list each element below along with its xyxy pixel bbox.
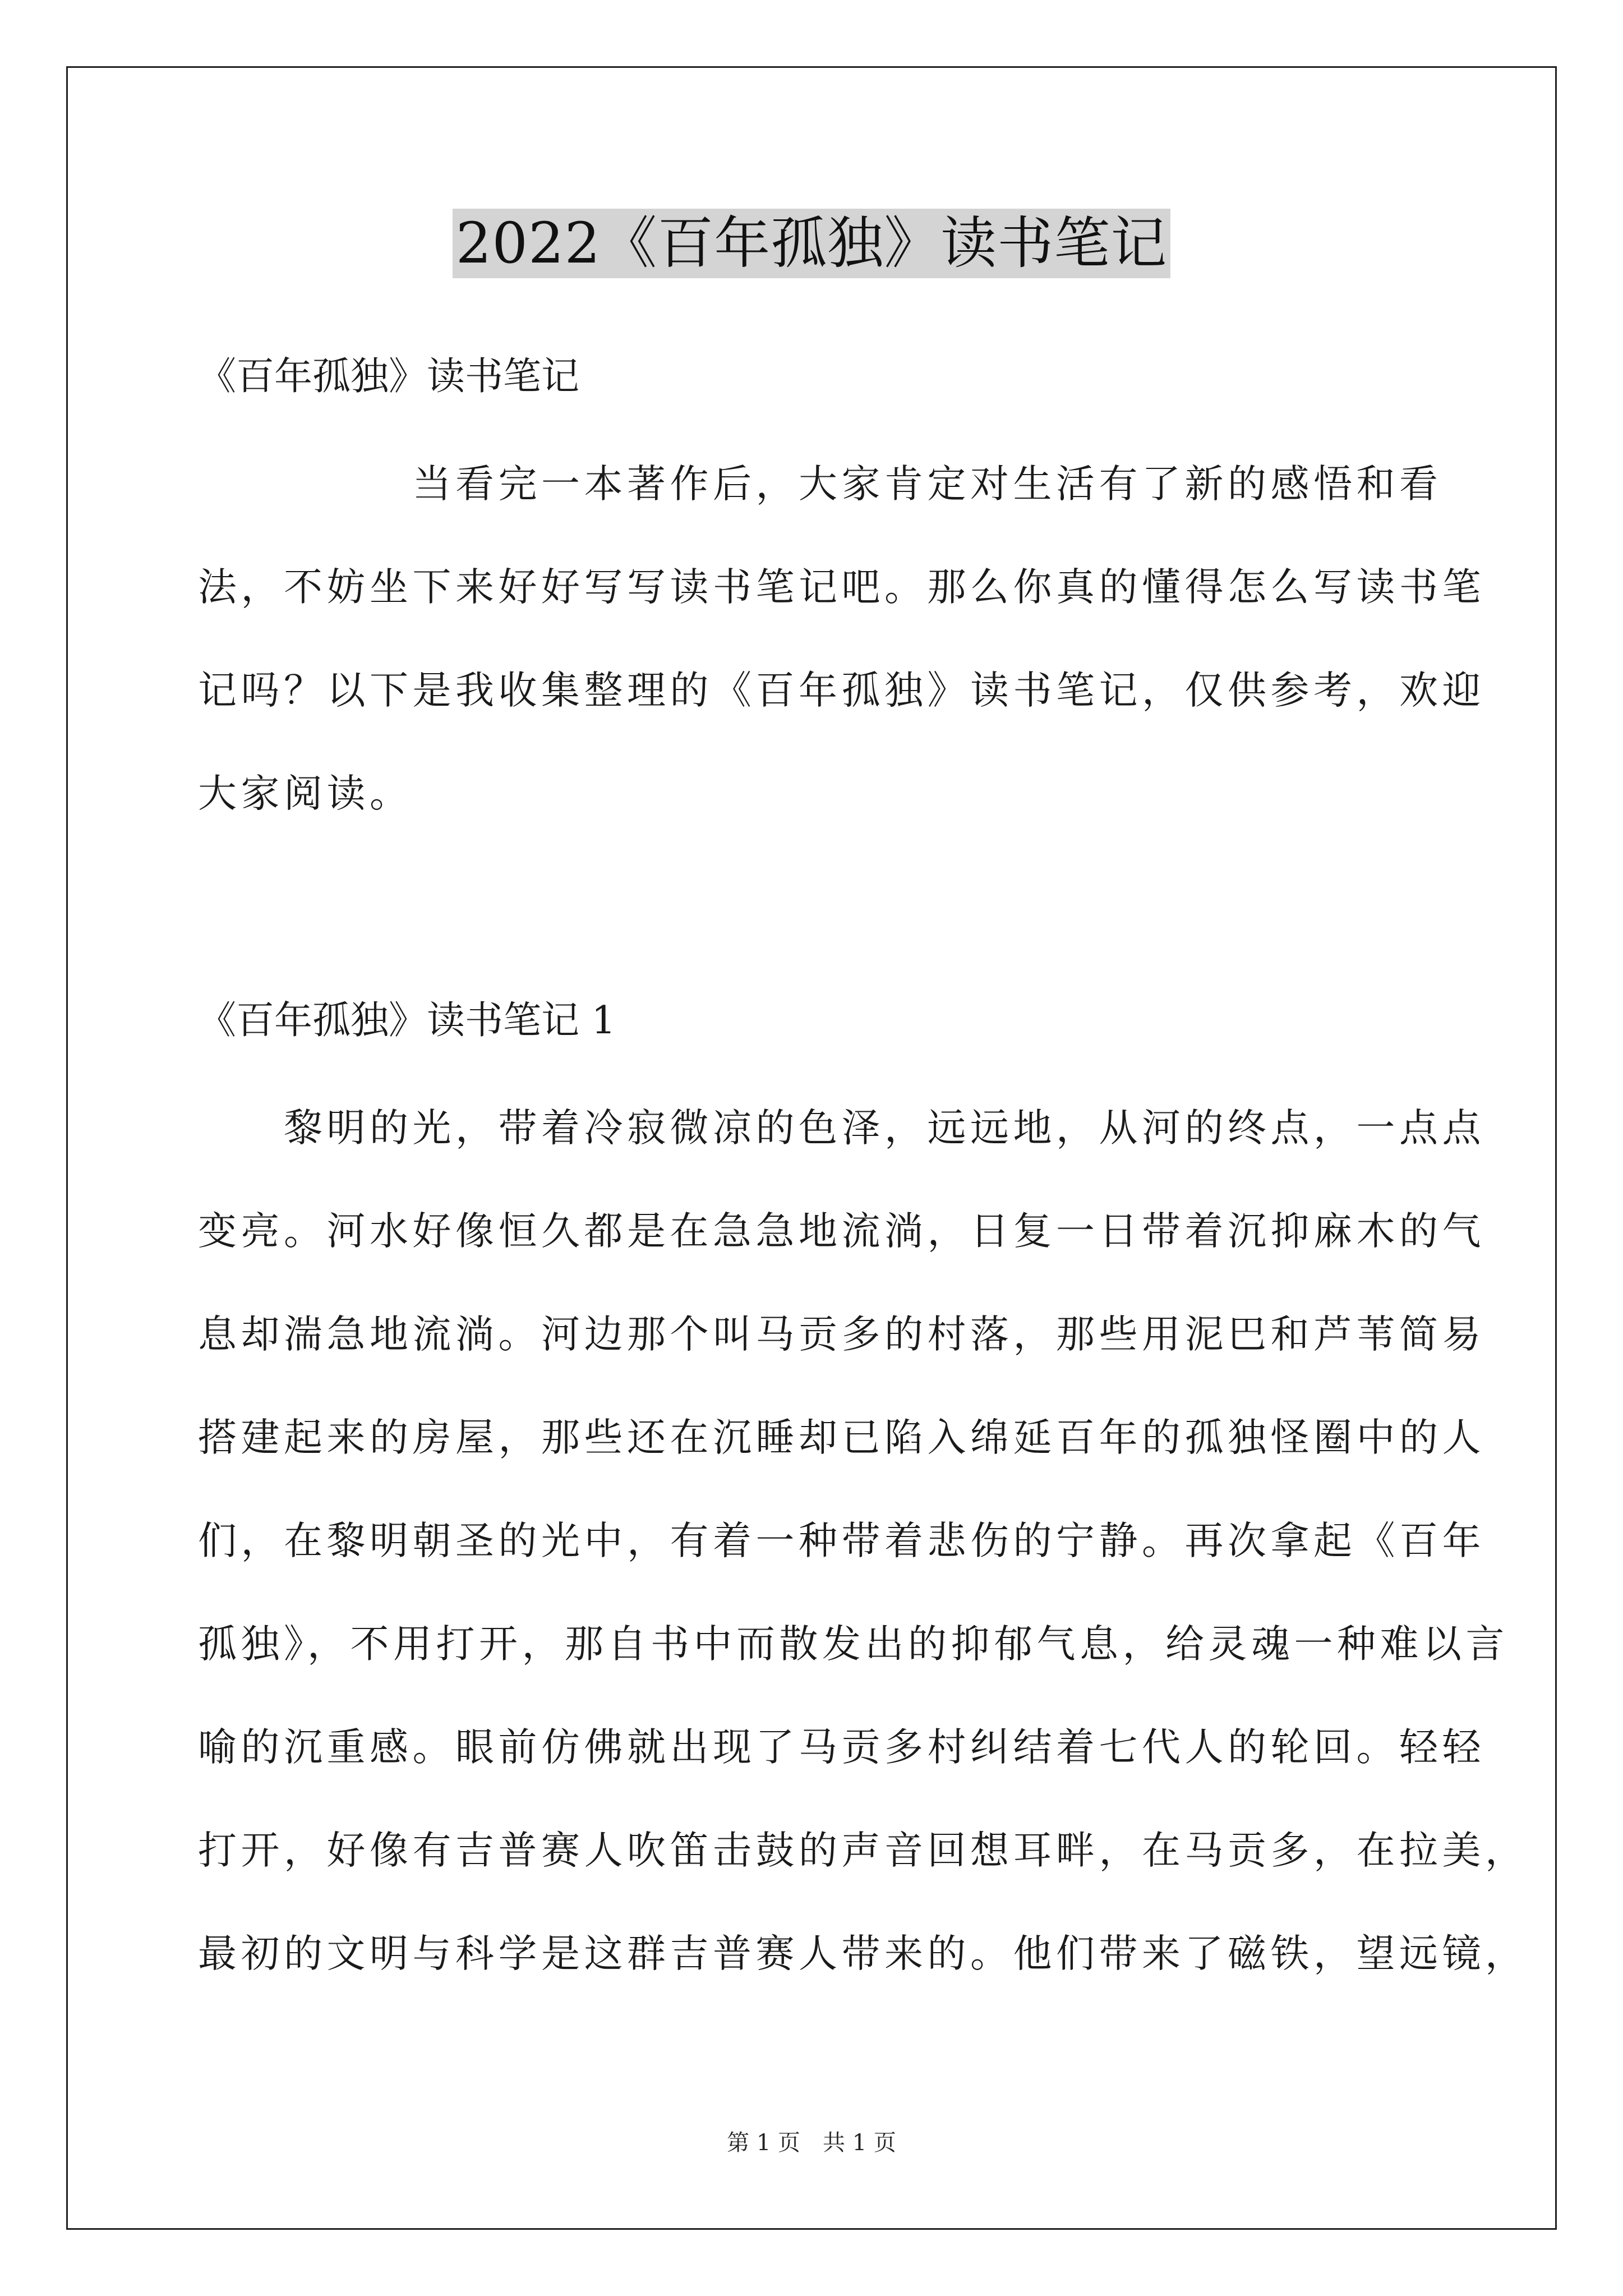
intro-line: 当看完一本著作后，大家肯定对生活有了新的感悟和看 bbox=[198, 462, 1442, 507]
section-line: 孤独》，不用打开，那自书中而散发出的抑郁气息，给灵魂一种难以言 bbox=[198, 1622, 1509, 1667]
page-footer: 第 1 页 共 1 页 bbox=[727, 2130, 896, 2156]
title-container bbox=[0, 209, 1623, 278]
intro-line: 法，不妨坐下来好好写写读书笔记吧。那么你真的懂得怎么写读书笔 bbox=[198, 565, 1485, 610]
document-title: 2022《百年孤独》读书笔记 bbox=[453, 209, 1171, 278]
section-line: 最初的文明与科学是这群吉普赛人带来的。他们带来了磁铁，望远镜， bbox=[198, 1931, 1528, 1976]
section-line: 搭建起来的房屋，那些还在沉睡却已陷入绵延百年的孤独怪圈中的人 bbox=[198, 1415, 1485, 1460]
document-subtitle: 《百年孤独》读书笔记 bbox=[198, 355, 580, 399]
intro-line: 记吗？以下是我收集整理的《百年孤独》读书笔记，仅供参考，欢迎 bbox=[198, 668, 1485, 713]
section-line: 打开，好像有吉普赛人吹笛击鼓的声音回想耳畔，在马贡多，在拉美， bbox=[198, 1828, 1528, 1873]
section-line: 们，在黎明朝圣的光中，有着一种带着悲伤的宁静。再次拿起《百年 bbox=[198, 1519, 1485, 1563]
section-line: 喻的沉重感。眼前仿佛就出现了马贡多村纠结着七代人的轮回。轻轻 bbox=[198, 1725, 1485, 1770]
section-heading: 《百年孤独》读书笔记 1 bbox=[198, 999, 616, 1043]
section-line: 黎明的光，带着冷寂微凉的色泽，远远地，从河的终点，一点点 bbox=[198, 1106, 1485, 1151]
section-line: 息却湍急地流淌。河边那个叫马贡多的村落，那些用泥巴和芦苇简易 bbox=[198, 1312, 1485, 1357]
intro-line: 大家阅读。 bbox=[198, 771, 413, 816]
section-line: 变亮。河水好像恒久都是在急急地流淌，日复一日带着沉抑麻木的气 bbox=[198, 1209, 1485, 1254]
